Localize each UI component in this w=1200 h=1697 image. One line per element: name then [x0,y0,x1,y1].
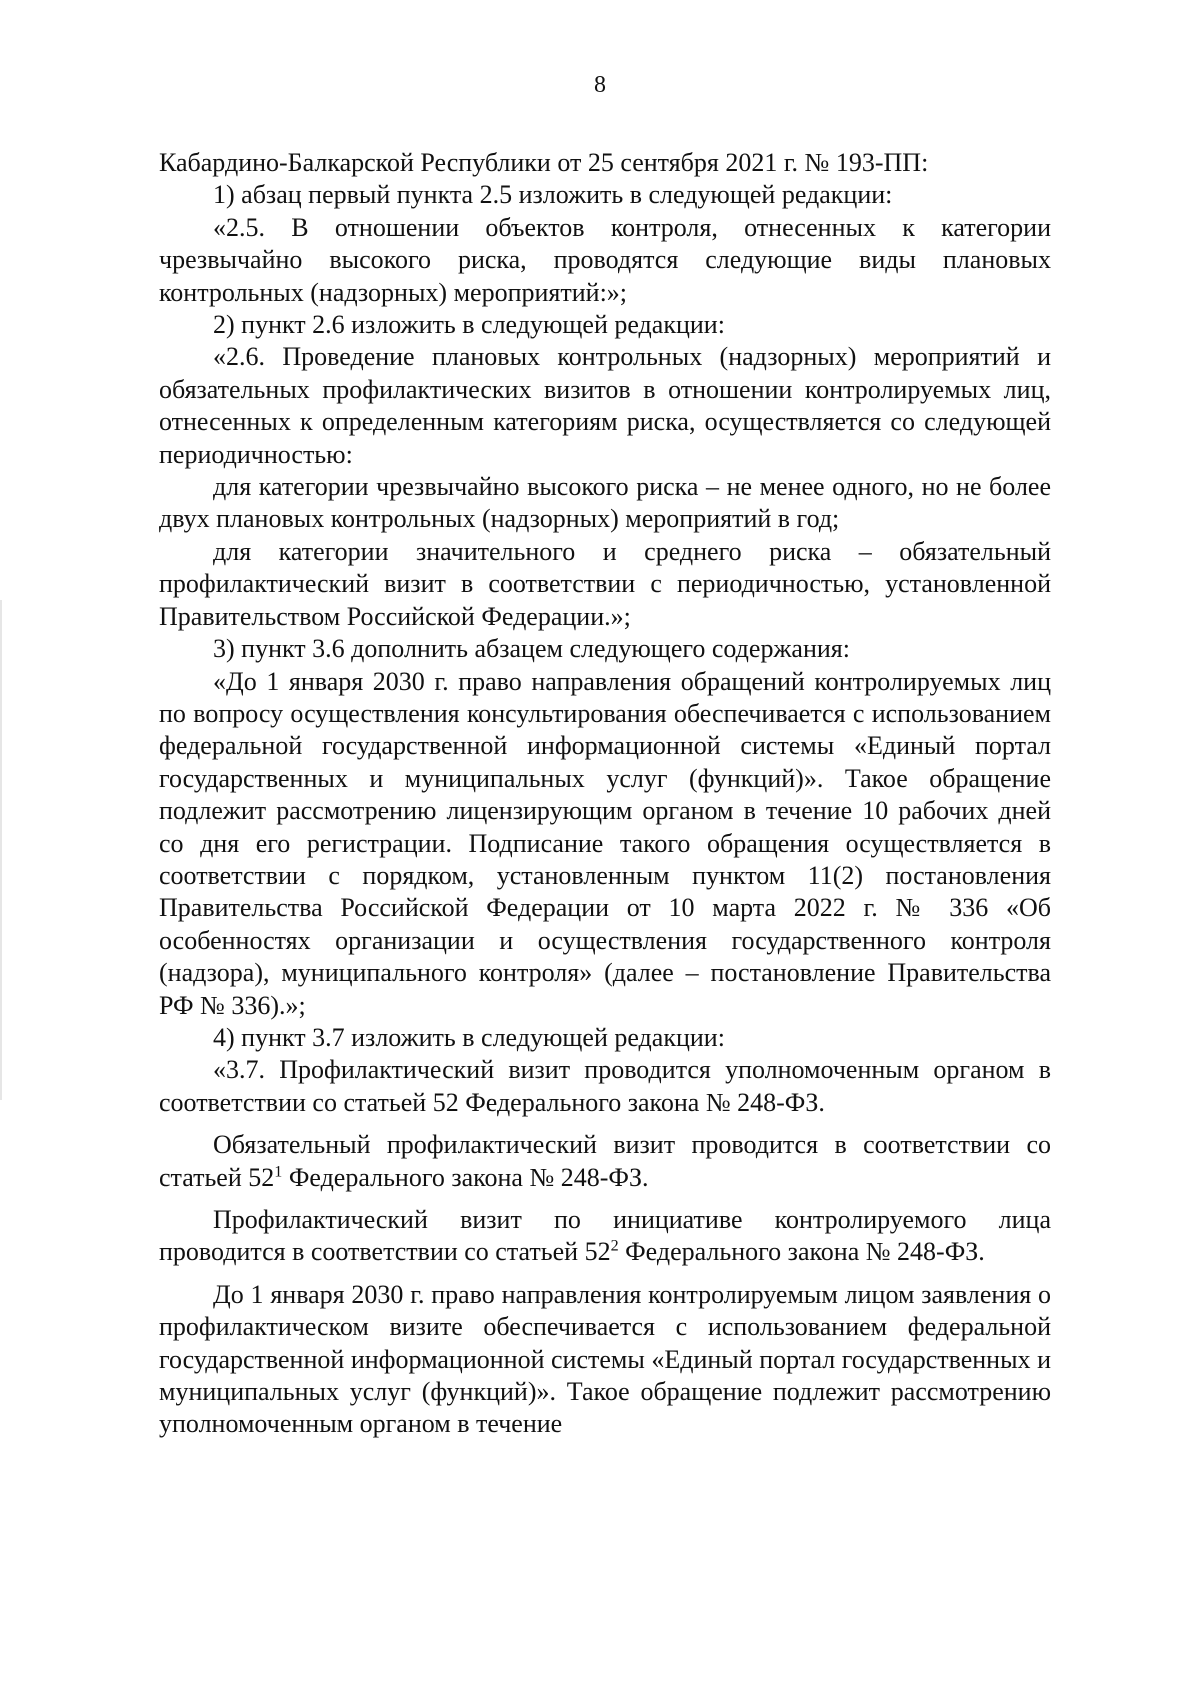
paragraph-item-4: 4) пункт 3.7 изложить в следующей редакции: [213,1022,725,1052]
paragraph-initiative-visit-text: Профилактический визит по инициативе контролируемого лица проводится в соответствии со статьей 52 [159,1205,1051,1267]
paragraph-item-1: 1) абзац первый пункта 2.5 изложить в следующей редакции: [213,180,893,210]
paragraph-item-2: 2) пункт 2.6 изложить в следующей редакции: [213,310,725,340]
paragraph-application-2030: До 1 января 2030 г. право направления контролируемым лицом заявления о профилактическом визите обеспечивается с использованием федеральной государственной информационной системы «Единый портал государственных и муниципальных услуг (функций)». Такое обращение подлежит рассмотрению уполномоченным органом в течение [159,1279,1051,1439]
paragraph-quote-3-6: «До 1 января 2030 г. право направления обращений контролируемых лиц по вопросу осуществления консультирования обеспечивается с использованием федеральной государственной информационной системы «Единый портал государственных и муниципальных услуг (функций)». Такое обращение подлежит рассмотрению лицензирующим органом в течение 10 рабочих дней со дня его регистрации. Подписание такого обращения осуществляется в соответствии с порядком, установленным пунктом 11(2) постановления Правительства Российской Федерации от 10 марта 2022 г. № 336 «Об особенностях организации и осуществления государственного контроля (надзора), муниципального контроля» (далее – постановление Правительства РФ № 336).»; [159,666,1051,1020]
paragraph-continuation: Кабардино-Балкарской Республики от 25 сентября 2021 г. № 193-ПП: [159,148,929,177]
paragraph-quote-2-6: «2.6. Проведение плановых контрольных (надзорных) мероприятий и обязательных профилактических визитов в отношении контролируемых лиц, отнесенных к определенным категориям риска, осуществляется со следующей периодичностью: [159,342,1051,469]
page-number: 8 [594,72,606,98]
paragraph-initiative-visit [159,1204,1051,1269]
article-superscript-2: 2 [610,1237,619,1255]
article-superscript-1: 1 [274,1162,283,1180]
paragraph-initiative-visit-tail: Федерального закона № 248-ФЗ. [618,1237,985,1267]
paragraph-quote-3-7: «3.7. Профилактический визит проводится уполномоченным органом в соответствии со статьей 52 Федерального закона № 248-ФЗ. [159,1055,1051,1117]
paragraph-significant-risk: для категории значительного и среднего риска – обязательный профилактический визит в соответствии с периодичностью, установленной Правительством Российской Федерации.»; [159,536,1051,631]
paragraph-mandatory-visit-tail: Федерального закона № 248-ФЗ. [282,1162,649,1192]
scan-edge-shadow [0,600,2,1100]
paragraph-extreme-risk: для категории чрезвычайно высокого риска – не менее одного, но не более двух плановых контрольных (надзорных) мероприятий в год; [159,472,1051,534]
document-body [159,147,1051,1441]
paragraph-mandatory-visit-text: Обязательный профилактический визит проводится в соответствии со статьей 52 [159,1130,1051,1192]
paragraph-mandatory-visit [159,1129,1051,1194]
paragraph-item-3: 3) пункт 3.6 дополнить абзацем следующего содержания: [213,634,850,664]
paragraph-quote-2-5: «2.5. В отношении объектов контроля, отнесенных к категории чрезвычайно высокого риска, проводятся следующие виды плановых контрольных (надзорных) мероприятий:»; [159,212,1051,307]
